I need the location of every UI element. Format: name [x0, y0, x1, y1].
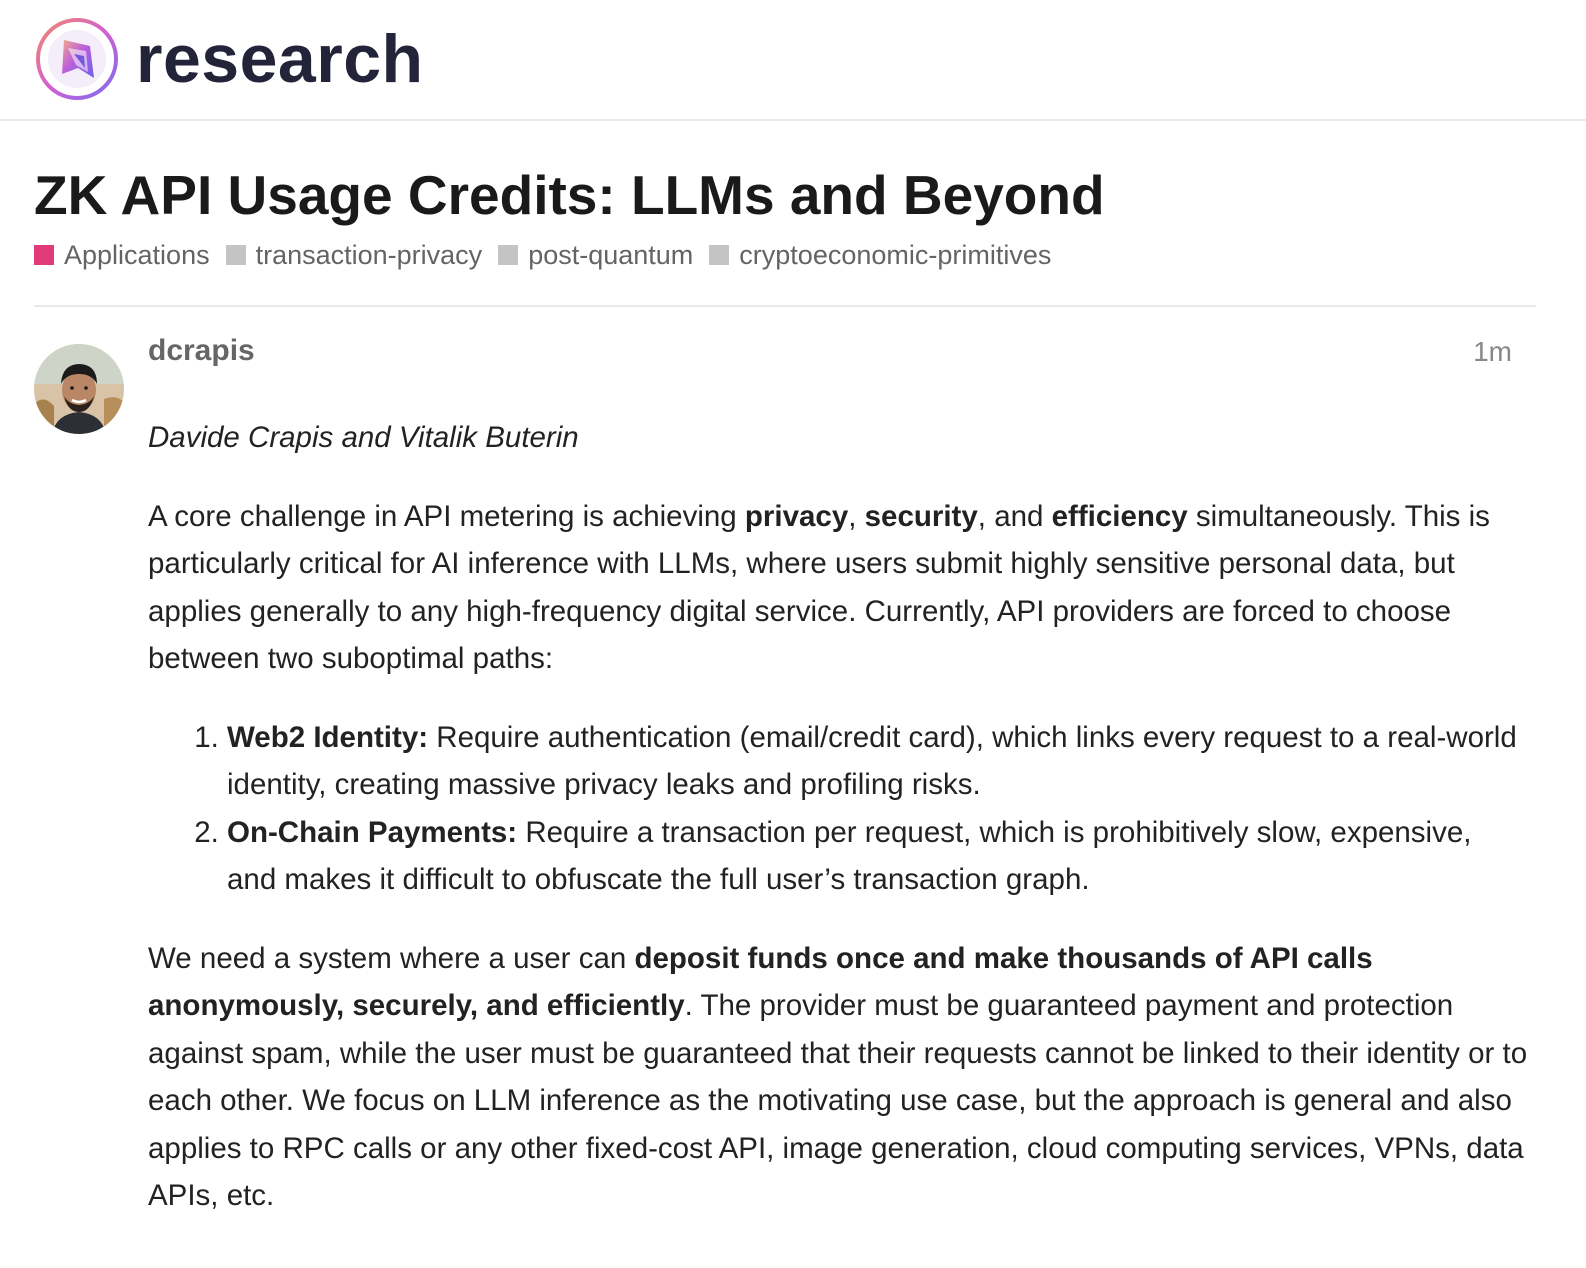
intro-bold-efficiency: efficiency	[1051, 499, 1188, 533]
need-paragraph	[148, 935, 1528, 1220]
post-username[interactable]: dcrapis	[148, 334, 255, 367]
need-text: We need a system where a user can	[148, 941, 635, 975]
research-logo-icon	[34, 16, 120, 102]
post-authors: Davide Crapis and Vitalik Buterin	[148, 421, 579, 454]
intro-paragraph	[148, 493, 1528, 683]
tag-label: cryptoeconomic-primitives	[739, 239, 1052, 270]
tag-color-square	[709, 245, 729, 265]
list-item-title: Web2 Identity:	[227, 720, 429, 754]
tag-cryptoeconomic-primitives[interactable]	[709, 240, 1051, 271]
user-avatar[interactable]	[34, 344, 124, 434]
user-avatar-image	[34, 344, 124, 434]
site-logo-link[interactable]	[34, 14, 424, 104]
site-header	[0, 0, 1586, 121]
intro-text: ,	[848, 499, 865, 533]
intro-text: simultaneously. This is particularly critical for AI inference with LLMs, where users submit highly sensitive personal data, but applies generally to any high-frequency digital service. Currently, API providers are forced to choose between two suboptimal paths:	[148, 499, 1490, 675]
intro-bold-security: security	[864, 499, 978, 533]
tag-color-square	[498, 245, 518, 265]
tag-label: transaction-privacy	[255, 239, 483, 270]
site-name: research	[136, 21, 424, 97]
category-badge-applications[interactable]	[34, 240, 210, 271]
need-text: . The provider must be guaranteed payment and protection against spam, while the user must be guaranteed that their requests cannot be linked to their identity or to each other. We focus on LLM inference as the motivating use case, but the approach is general and also applies to RPC calls or any other fixed-cost API, image generation, cloud computing services, VPNs, data APIs, etc.	[148, 989, 1528, 1212]
title-divider	[34, 305, 1536, 307]
topic-title[interactable]: ZK API Usage Credits: LLMs and Beyond	[34, 164, 1105, 226]
need-bold: deposit funds once and make thousands of API calls anonymously, securely, and efficiently	[148, 941, 1373, 1022]
category-label: Applications	[64, 239, 210, 270]
intro-text: A core challenge in API metering is achieving	[148, 499, 745, 533]
list-item-title: On-Chain Payments:	[227, 815, 518, 849]
post-body	[148, 414, 1528, 1251]
intro-bold-privacy: privacy	[744, 499, 849, 533]
tag-post-quantum[interactable]	[498, 240, 693, 271]
list-item-text: Require authentication (email/credit card), which links every request to a real-world identity, creating massive privacy leaks and profiling risks.	[227, 720, 1517, 801]
paths-list	[148, 714, 1528, 904]
list-item	[227, 714, 1528, 809]
topic-tags	[34, 236, 1067, 274]
tag-transaction-privacy[interactable]	[226, 240, 483, 271]
tag-label: post-quantum	[528, 239, 694, 270]
list-item	[227, 809, 1528, 904]
intro-text: , and	[977, 499, 1052, 533]
post-date[interactable]: 1m	[1473, 336, 1512, 367]
tag-color-square	[226, 245, 246, 265]
list-item-text: Require a transaction per request, which is prohibitively slow, expensive, and makes it difficult to obfuscate the full user’s transaction graph.	[227, 815, 1472, 896]
category-color-square	[34, 245, 54, 265]
